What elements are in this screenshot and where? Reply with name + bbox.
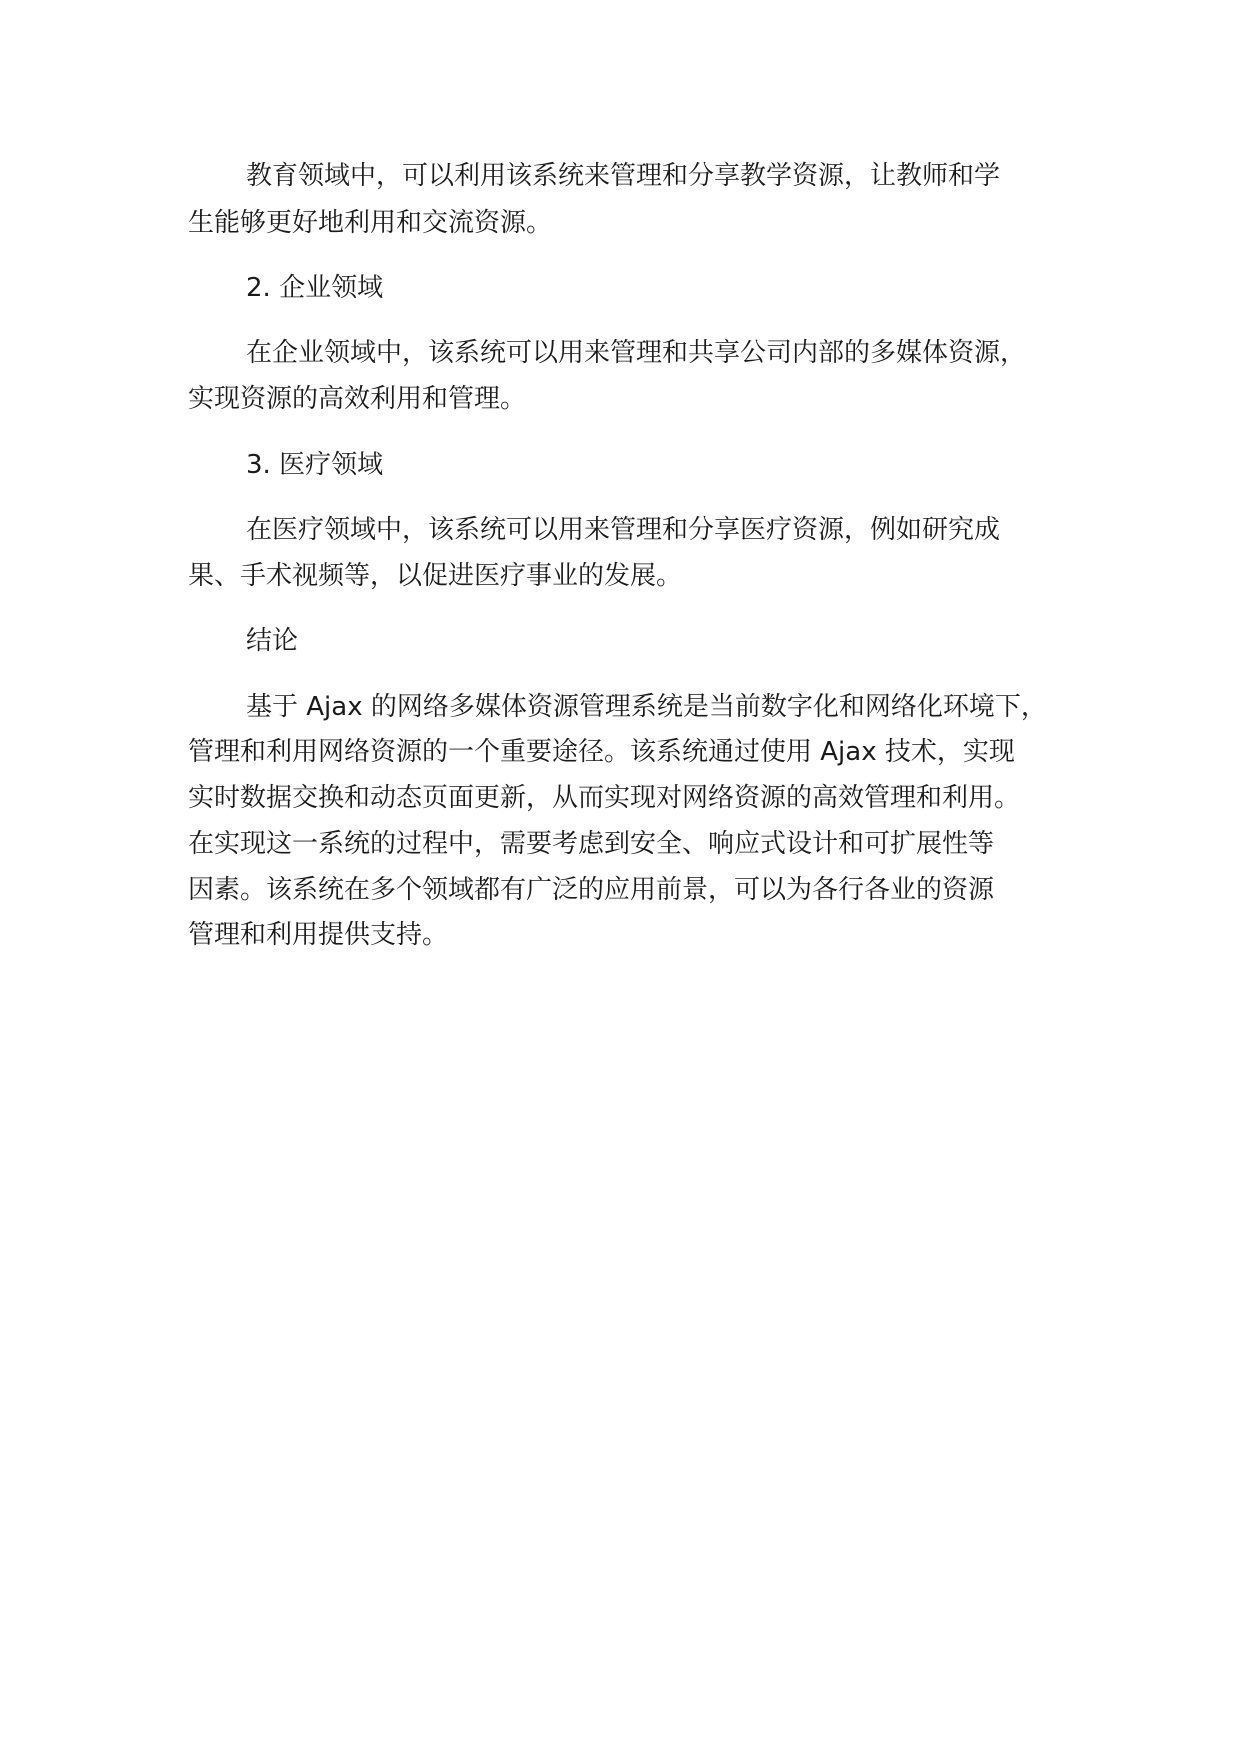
paragraph-medical-line-1: 在医疗领域中，该系统可以用来管理和分享医疗资源，例如研究成: [246, 515, 1001, 545]
paragraph-conclusion-line-3: 实时数据交换和动态页面更新，从而实现对网络资源的高效管理和利用。: [188, 783, 1021, 813]
paragraph-conclusion-line-4: 在实现这一系统的过程中，需要考虑到安全、响应式设计和可扩展性等: [188, 829, 995, 859]
paragraph-enterprise-line-1: 在企业领域中，该系统可以用来管理和共享公司内部的多媒体资源，: [246, 338, 1027, 368]
paragraph-education-line-1: 教育领域中，可以利用该系统来管理和分享教学资源，让教师和学: [246, 161, 1001, 191]
paragraph-enterprise-line-2: 实现资源的高效利用和管理。: [188, 384, 527, 414]
paragraph-conclusion-line-1: 基于 Ajax 的网络多媒体资源管理系统是当前数字化和网络化环境下，: [246, 692, 1047, 722]
paragraph-education-line-2: 生能够更好地利用和交流资源。: [188, 208, 553, 238]
paragraph-conclusion-line-6: 管理和利用提供支持。: [188, 920, 449, 950]
paragraph-conclusion-line-2: 管理和利用网络资源的一个重要途径。该系统通过使用 Ajax 技术，实现: [188, 737, 1015, 767]
heading-medical: 3. 医疗领域: [246, 450, 384, 480]
heading-enterprise: 2. 企业领域: [246, 273, 384, 303]
heading-conclusion: 结论: [246, 626, 299, 656]
paragraph-medical-line-2: 果、手术视频等，以促进医疗事业的发展。: [188, 561, 683, 591]
paragraph-conclusion-line-5: 因素。该系统在多个领域都有广泛的应用前景，可以为各行各业的资源: [188, 875, 995, 905]
